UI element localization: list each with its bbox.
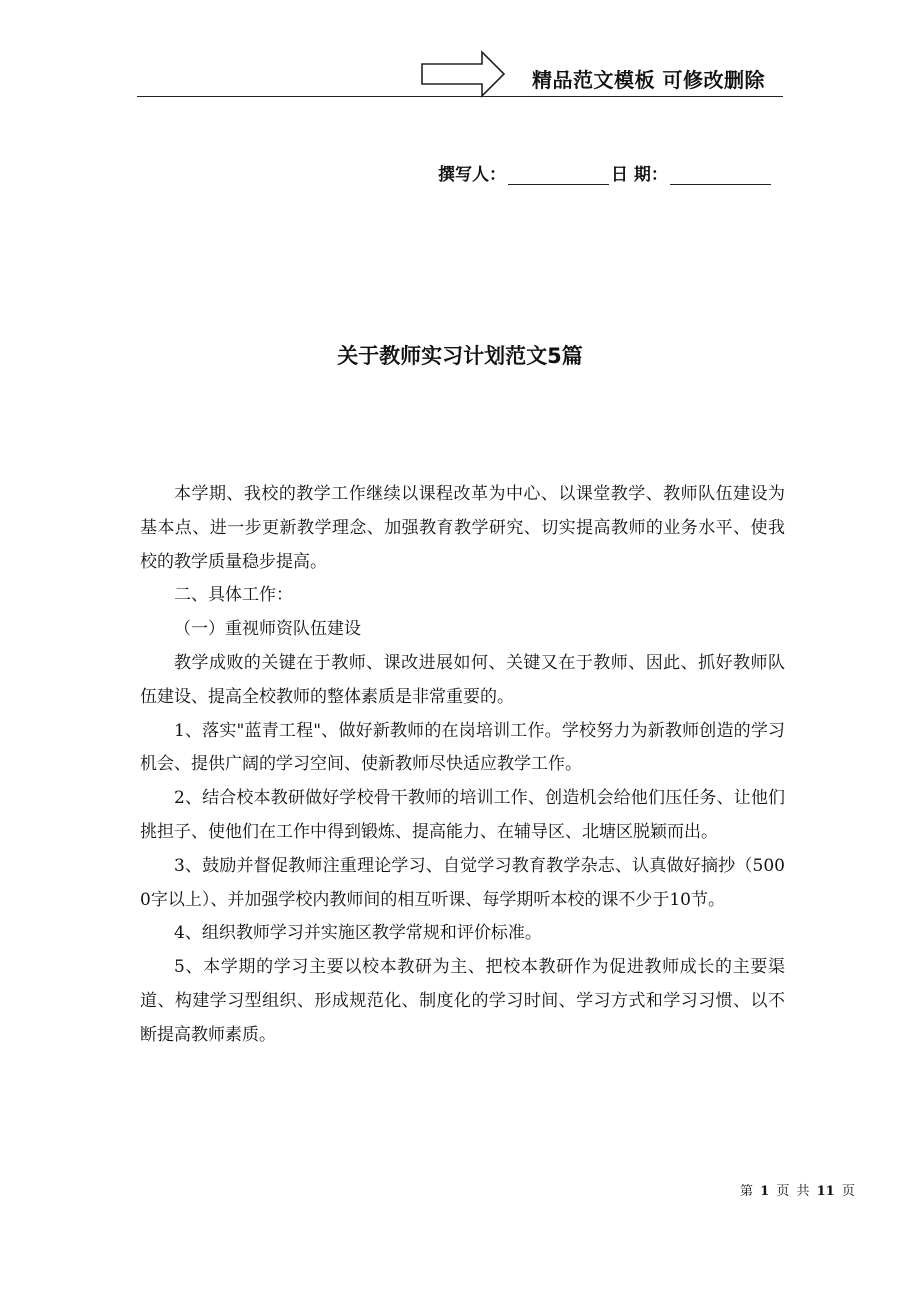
paragraph: 本学期、我校的教学工作继续以课程改革为中心、以课堂教学、教师队伍建设为基本点、进一步更新教学理念、加强教育教学研究、切实提高教师的业务水平、使我校的教学质量稳步提高。: [140, 484, 785, 572]
sign-row: [438, 160, 773, 185]
paragraph: 4、组织教师学习并实施区教学常规和评价标准。: [174, 923, 542, 944]
document-body: [140, 478, 785, 1053]
footer-middle: 页 共: [776, 1184, 810, 1199]
footer-prefix: 第: [740, 1184, 754, 1199]
date-label: 日 期：: [611, 165, 668, 185]
paragraph: （一）重视师资队伍建设: [174, 619, 361, 640]
page-number-footer: [740, 1180, 855, 1199]
header-tagline: 精品范文模板 可修改删除: [532, 68, 765, 92]
current-page-number: 1: [760, 1184, 770, 1199]
paragraph: 3、鼓励并督促教师注重理论学习、自觉学习教育教学杂志、认真做好摘抄（5000字以上）、并加强学校内教师间的相互听课、每学期听本校的课不少于10节。: [140, 855, 785, 910]
page-title: 关于教师实习计划范文5篇: [337, 344, 583, 368]
paragraph: 二、具体工作：: [174, 585, 293, 606]
author-label: 撰写人：: [438, 165, 506, 185]
author-blank[interactable]: [508, 164, 609, 185]
right-arrow-icon: [420, 50, 506, 98]
paragraph: 2、结合校本教研做好学校骨干教师的培训工作、创造机会给他们压任务、让他们挑担子、使他们在工作中得到锻炼、提高能力、在辅导区、北塘区脱颖而出。: [140, 788, 785, 842]
paragraph: 1、落实"蓝青工程"、做好新教师的在岗培训工作。学校努力为新教师创造的学习机会、提供广阔的学习空间、使新教师尽快适应教学工作。: [140, 720, 785, 775]
header-divider: [137, 96, 783, 97]
total-pages-number: 11: [816, 1184, 835, 1199]
footer-suffix: 页: [841, 1184, 855, 1199]
date-blank[interactable]: [670, 164, 771, 185]
paragraph: 5、本学期的学习主要以校本教研为主、把校本教研作为促进教师成长的主要渠道、构建学习型组织、形成规范化、制度化的学习时间、学习方式和学习习惯、以不断提高教师素质。: [140, 957, 785, 1045]
paragraph: 教学成败的关键在于教师、课改进展如何、关键又在于教师、因此、抓好教师队伍建设、提高全校教师的整体素质是非常重要的。: [140, 652, 785, 707]
